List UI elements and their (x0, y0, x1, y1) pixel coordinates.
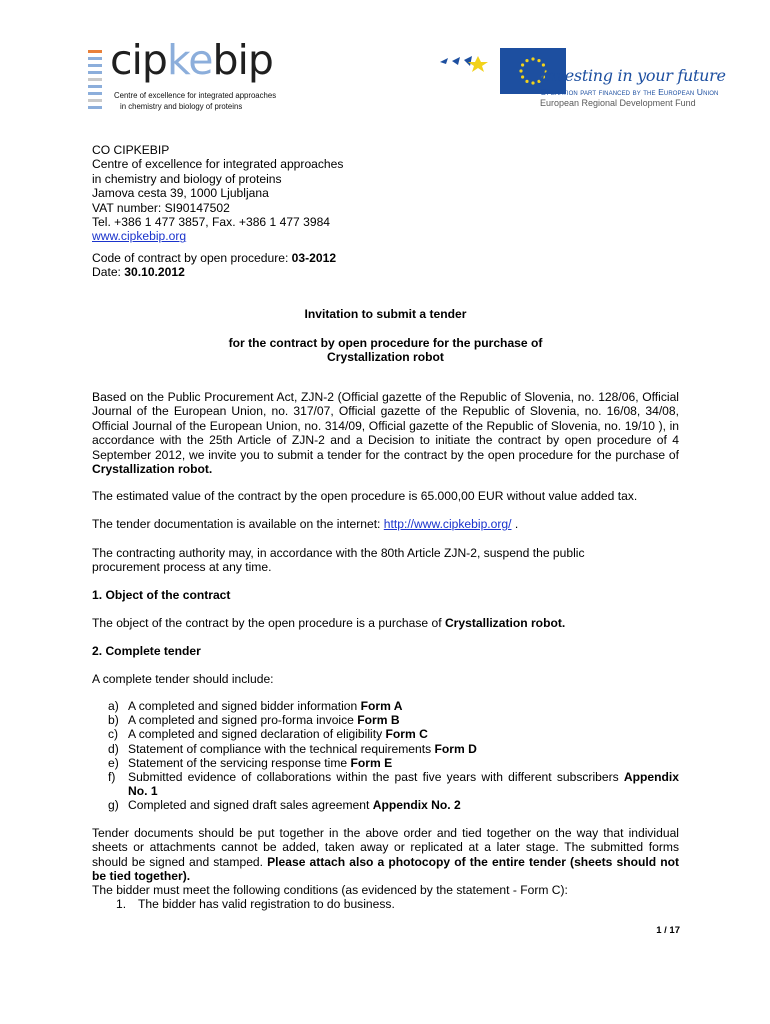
list-item: g) Completed and signed draft sales agreement Appendix No. 2 (108, 798, 461, 813)
contract-meta (92, 251, 679, 280)
list-item: c) A completed and signed declaration of eligibility Form C (108, 727, 428, 742)
address-line: Jamova cesta 39, 1000 Ljubljana (92, 186, 269, 201)
eu-slogan: Investing in your future (540, 66, 726, 85)
list-item: d) Statement of compliance with the technical requirements Form D (108, 741, 477, 756)
address-line: in chemistry and biology of proteins (92, 171, 282, 186)
section-1-text: The object of the contract by the open procedure is a purchase of Crystallization robot. (92, 616, 566, 630)
section-2-heading: 2. Complete tender (92, 644, 201, 658)
conditions-list (116, 897, 687, 911)
contract-code: Code of contract by open procedure: 03-2012 (92, 251, 337, 265)
document-title: Invitation to submit a tender (304, 307, 467, 321)
list-item: f) Submitted evidence of collaborations within the past five years with different subscribers Appendix No. 1 (108, 770, 679, 799)
list-item: e) Statement of the servicing response time Form E (108, 755, 393, 770)
website-link[interactable]: www.cipkebip.org (92, 229, 187, 244)
cipkebip-logo (86, 36, 286, 116)
brand-subtitle: Centre of excellence for integrated approaches in chemistry and biology of proteins (114, 91, 277, 111)
assembly-instructions: Tender documents should be put together in the above order and tied together on the way that individual sheets or attachments cannot be added, taken away or replicated at a later stage. The submitted forms should be signed and stamped. Please attach also a photocopy of the entire tender (sheets should not be tied together). (92, 826, 680, 884)
eu-fund-text: European Regional Development Fund (540, 98, 696, 108)
logo-stripes-icon (88, 50, 102, 114)
section-2-intro: A complete tender should include: (92, 672, 274, 686)
address-line: CO CIPKEBIP (92, 143, 170, 157)
conditions-intro: The bidder must meet the following conditions (as evidenced by the statement - Form C): (92, 883, 568, 897)
address-line: Centre of excellence for integrated approaches (92, 157, 344, 172)
document-subtitle: for the contract by open procedure for the purchase of Crystallization robot (228, 336, 543, 365)
list-item: 1. The bidder has valid registration to do business. (116, 897, 395, 911)
address-block (92, 143, 679, 244)
documentation-paragraph: The tender documentation is available on the internet: http://www.cipkebip.org/ . (92, 517, 519, 531)
documentation-link[interactable]: http://www.cipkebip.org/ (383, 517, 512, 531)
address-line: Tel. +386 1 477 3857, Fax. +386 1 477 3984 (92, 215, 331, 230)
tender-contents-list (108, 699, 679, 813)
eu-funding-logo (436, 44, 746, 114)
estimated-value-paragraph: The estimated value of the contract by the open procedure is 65.000,00 EUR without value added tax. (92, 489, 638, 503)
page-number: 1 / 17 (656, 925, 680, 936)
list-item: b) A completed and signed pro-forma invoice Form B (108, 713, 400, 728)
eu-operation-text: Operation part financed by the European Union (540, 87, 719, 97)
section-1-heading: 1. Object of the contract (92, 588, 231, 602)
suspend-paragraph: The contracting authority may, in accordance with the 80th Article ZJN-2, suspend the public procurement process at any time. (92, 546, 585, 575)
contract-date: Date: 30.10.2012 (92, 265, 185, 280)
list-item: a) A completed and signed bidder information Form A (108, 699, 403, 713)
address-line: VAT number: SI90147502 (92, 200, 230, 215)
intro-paragraph: Based on the Public Procurement Act, ZJN-2 (Official gazette of the Republic of Slovenia, no. 128/06, Official Journal of the European Union, no. 317/07, Official gazette of the Republic of Slovenia, no. 16/08, 34/08, Official Journal of the European Union, no. 314/09, Official gazette of the Republic of Slovenia, no. 19/10 ), in accordance with the 25th Article of ZJN-2 and a Decision to initiate the contract by open procedure of 4 September 2012, we invite you to submit a tender for the contract by the open procedure for the purchase of Crystallization robot. (92, 390, 679, 477)
eu-stars-arrow-icon (438, 52, 498, 72)
brand-wordmark: cipkebip (110, 36, 273, 84)
